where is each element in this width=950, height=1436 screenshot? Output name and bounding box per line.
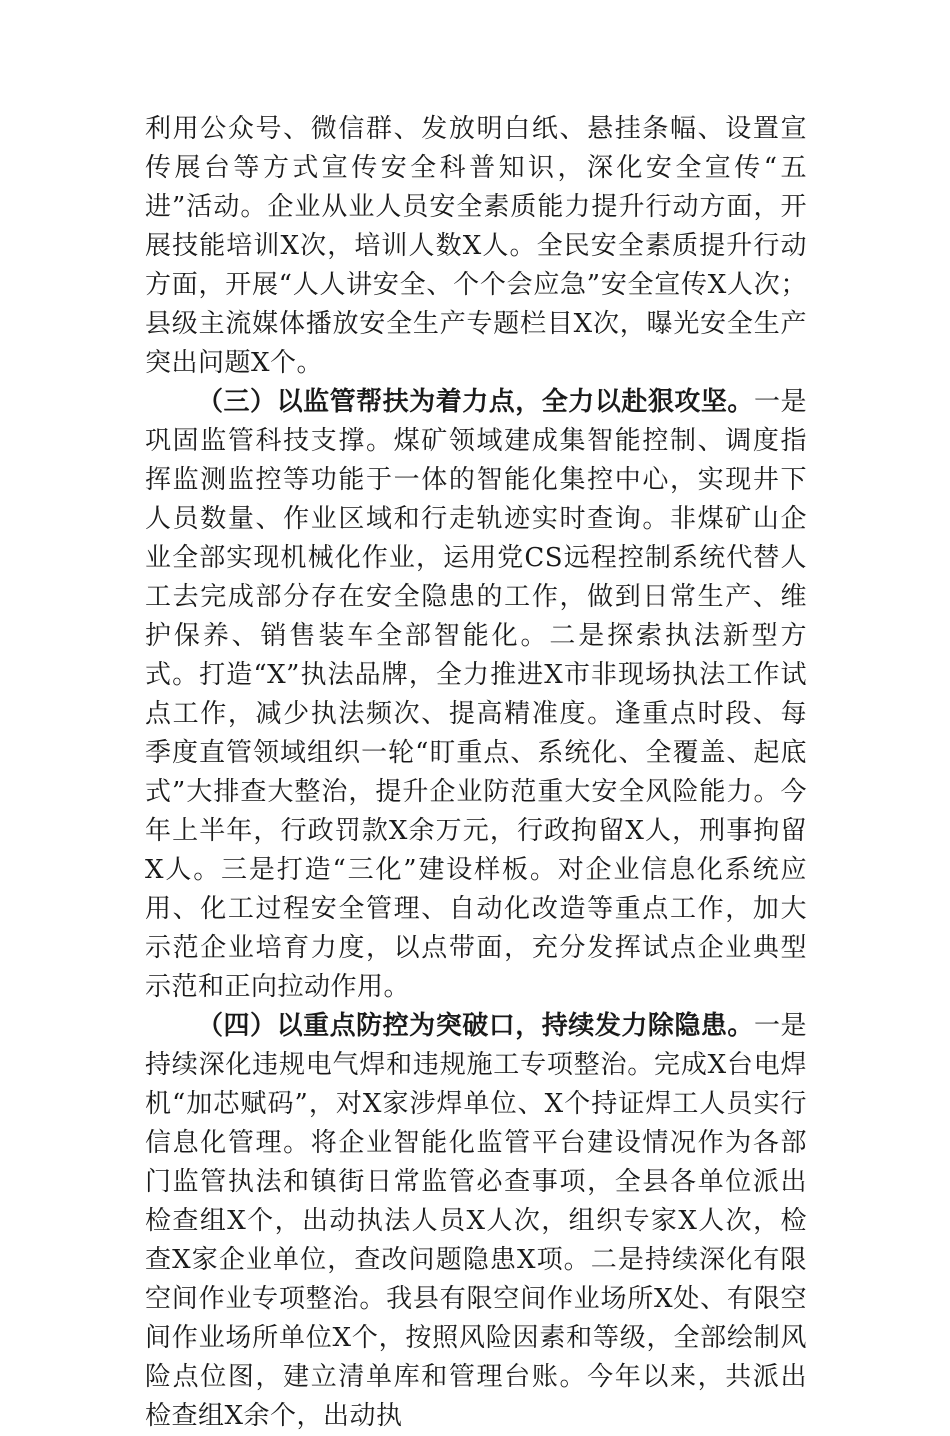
paragraph-3 (145, 1007, 807, 1436)
paragraph-1-text: 利用公众号、微信群、发放明白纸、悬挂条幅、设置宣传展台等方式宣传安全科普知识，深化安全宣传“五进”活动。企业从业人员安全素质能力提升行动方面，开展技能培训X次，培训人数X人。全民安全素质提升行动方面，开展“人人讲安全、个个会应急”安全宣传X人次；县级主流媒体播放安全生产专题栏目X次，曝光安全生产突出问题X个。 (145, 114, 807, 378)
paragraph-2-text: 一是巩固监管科技支撑。煤矿领域建成集智能控制、调度指挥监测监控等功能于一体的智能化集控中心，实现井下人员数量、作业区域和行走轨迹实时查询。非煤矿山企业全部实现机械化作业，运用党CS远程控制系统代替人工去完成部分存在安全隐患的工作，做到日常生产、维护保养、销售装车全部智能化。二是探索执法新型方式。打造“X”执法品牌，全力推进X市非现场执法工作试点工作，减少执法频次、提高精准度。逢重点时段、每季度直管领域组织一轮“盯重点、系统化、全覆盖、起底式”大排查大整治，提升企业防范重大安全风险能力。今年上半年，行政罚款X余万元，行政拘留X人，刑事拘留X人。三是打造“三化”建设样板。对企业信息化系统应用、化工过程安全管理、自动化改造等重点工作，加大示范企业培育力度，以点带面，充分发挥试点企业典型示范和正向拉动作用。 (145, 387, 807, 1002)
document-page (145, 110, 807, 1436)
section-heading-3: （三）以监管帮扶为着力点，全力以赴狠攻坚。 (197, 387, 754, 417)
paragraph-1 (145, 110, 807, 383)
paragraph-3-text: 一是持续深化违规电气焊和违规施工专项整治。完成X台电焊机“加芯赋码”，对X家涉焊单位、X个持证焊工人员实行信息化管理。将企业智能化监管平台建设情况作为各部门监管执法和镇街日常监管必查事项，全县各单位派出检查组X个，出动执法人员X人次，组织专家X人次，检查X家企业单位，查改问题隐患X项。二是持续深化有限空间作业专项整治。我县有限空间作业场所X处、有限空间作业场所单位X个，按照风险因素和等级，全部绘制风险点位图，建立清单库和管理台账。今年以来，共派出检查组X余个，出动执 (145, 1011, 807, 1431)
section-heading-4: （四）以重点防控为突破口，持续发力除隐患。 (197, 1011, 754, 1041)
paragraph-2 (145, 383, 807, 1007)
